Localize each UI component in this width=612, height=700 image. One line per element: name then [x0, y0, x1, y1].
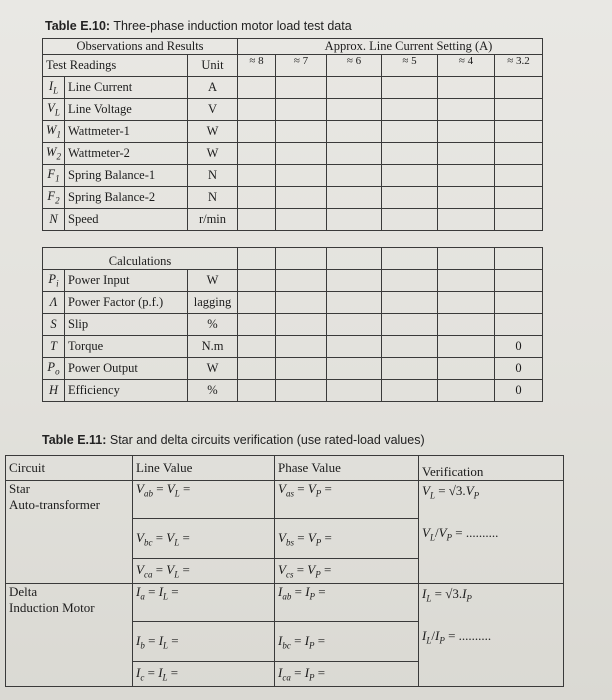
calculations-table [42, 247, 543, 402]
table-row [43, 358, 543, 380]
row-symbol: $W_1$ [43, 121, 65, 143]
entry-cell[interactable] [495, 165, 543, 187]
entry-cell[interactable] [327, 336, 382, 358]
entry-cell[interactable] [382, 270, 438, 292]
table-row [43, 187, 543, 209]
star-phase-value[interactable]: $V_{cs} = V_P$ = [275, 559, 419, 584]
entry-cell[interactable] [276, 336, 327, 358]
entry-cell[interactable] [327, 121, 382, 143]
row-symbol: N [43, 209, 65, 231]
table-row [43, 143, 543, 165]
row-unit: V [188, 99, 238, 121]
row-symbol: $F_1$ [43, 165, 65, 187]
entry-cell[interactable] [438, 121, 495, 143]
load-test-table [42, 38, 543, 231]
row-unit: % [188, 314, 238, 336]
table-row [43, 380, 543, 402]
entry-cell[interactable] [438, 77, 495, 99]
row-symbol: $P_i$ [43, 270, 65, 292]
delta-phase-value[interactable]: $I_{ca} = I_P$ = [275, 662, 419, 687]
entry-cell[interactable]: 0 [495, 380, 543, 402]
entry-cell[interactable] [382, 358, 438, 380]
entry-cell[interactable] [438, 270, 495, 292]
row-unit: W [188, 121, 238, 143]
entry-cell[interactable] [382, 209, 438, 231]
entry-cell[interactable] [382, 143, 438, 165]
row-symbol: $P_o$ [43, 358, 65, 380]
row-unit: r/min [188, 209, 238, 231]
star-verification[interactable]: $V_L = √3.V_P$ $V_L/V_P$ = .......... [419, 481, 564, 584]
entry-cell[interactable] [327, 209, 382, 231]
entry-cell[interactable] [238, 336, 276, 358]
entry-cell[interactable] [238, 270, 276, 292]
current-setting-4: ≈ 5 [382, 55, 438, 77]
row-label: Wattmeter-2 [65, 143, 188, 165]
row-unit: % [188, 380, 238, 402]
delta-phase-value[interactable]: $I_{bc} = I_P$ = [275, 622, 419, 662]
row-label: Slip [65, 314, 188, 336]
delta-line-value[interactable]: $I_c = I_L$ = [133, 662, 275, 687]
star-phase-value[interactable]: $V_{bs} = V_P$ = [275, 519, 419, 559]
table-row [43, 77, 543, 99]
row-label: Power Factor (p.f.) [65, 292, 188, 314]
entry-cell[interactable] [327, 292, 382, 314]
entry-cell[interactable] [495, 270, 543, 292]
entry-cell[interactable]: 0 [495, 358, 543, 380]
table-row [6, 584, 564, 622]
row-unit: W [188, 270, 238, 292]
entry-cell[interactable] [327, 143, 382, 165]
entry-cell[interactable] [327, 270, 382, 292]
entry-cell[interactable] [438, 314, 495, 336]
entry-cell[interactable] [276, 314, 327, 336]
entry-cell[interactable] [276, 209, 327, 231]
entry-cell[interactable] [382, 187, 438, 209]
entry-cell[interactable] [438, 336, 495, 358]
current-setting-5: ≈ 4 [438, 55, 495, 77]
table-row [43, 292, 543, 314]
row-unit: W [188, 358, 238, 380]
delta-line-value[interactable]: $I_b = I_L$ = [133, 622, 275, 662]
calculations-title: Calculations [43, 248, 238, 270]
entry-cell[interactable] [276, 143, 327, 165]
entry-cell[interactable] [382, 121, 438, 143]
entry-cell[interactable] [238, 358, 276, 380]
entry-cell[interactable] [495, 121, 543, 143]
entry-cell[interactable] [382, 165, 438, 187]
row-symbol: Λ [43, 292, 65, 314]
table-row [43, 121, 543, 143]
entry-cell[interactable] [276, 358, 327, 380]
entry-cell[interactable] [495, 187, 543, 209]
entry-cell[interactable] [276, 77, 327, 99]
table-row [43, 270, 543, 292]
entry-cell[interactable] [327, 99, 382, 121]
entry-cell[interactable] [327, 314, 382, 336]
delta-phase-value[interactable]: $I_{ab} = I_P$ = [275, 584, 419, 622]
current-setting-6: ≈ 3.2 [495, 55, 543, 77]
star-phase-value[interactable]: $V_{as} = V_P$ = [275, 481, 419, 519]
row-unit: A [188, 77, 238, 99]
row-symbol: T [43, 336, 65, 358]
row-label: Efficiency [65, 380, 188, 402]
row-symbol: $V_L$ [43, 99, 65, 121]
entry-cell[interactable] [238, 121, 276, 143]
caption-label: Table E.10: [45, 19, 111, 33]
row-label: Spring Balance-2 [65, 187, 188, 209]
row-unit: N [188, 187, 238, 209]
header-approx-current: Approx. Line Current Setting (A) [238, 39, 543, 55]
entry-cell[interactable] [276, 292, 327, 314]
entry-cell[interactable] [382, 380, 438, 402]
entry-cell[interactable] [238, 292, 276, 314]
delta-verification[interactable]: $I_L = √3.I_P$ $I_L/I_P$ = .......... [419, 584, 564, 687]
delta-line-value[interactable]: $I_a = I_L$ = [133, 584, 275, 622]
entry-cell[interactable] [495, 209, 543, 231]
table-row [43, 99, 543, 121]
header-phase-value: Phase Value [275, 456, 419, 481]
entry-cell[interactable] [327, 380, 382, 402]
row-symbol: $F_2$ [43, 187, 65, 209]
star-circuit-label: Star Auto-transformer [6, 481, 133, 584]
entry-cell[interactable] [438, 187, 495, 209]
table-row [43, 209, 543, 231]
entry-cell[interactable] [495, 292, 543, 314]
entry-cell[interactable] [238, 99, 276, 121]
col-test-readings: Test Readings [43, 55, 188, 77]
entry-cell[interactable] [276, 99, 327, 121]
row-label: Line Current [65, 77, 188, 99]
entry-cell[interactable] [276, 187, 327, 209]
header-observations: Observations and Results [43, 39, 238, 55]
entry-cell[interactable] [382, 314, 438, 336]
entry-cell[interactable] [276, 165, 327, 187]
header-circuit: Circuit [6, 456, 133, 481]
table-row [6, 481, 564, 519]
entry-cell[interactable] [382, 77, 438, 99]
star-delta-table [5, 455, 564, 687]
row-unit: lagging [188, 292, 238, 314]
table-e11-caption [42, 433, 425, 447]
entry-cell[interactable] [238, 77, 276, 99]
entry-cell[interactable] [276, 270, 327, 292]
caption-text: Three-phase induction motor load test data [113, 19, 352, 33]
row-unit: N.m [188, 336, 238, 358]
star-line-value[interactable]: $V_{ab} = V_L$ = [133, 481, 275, 519]
current-setting-1: ≈ 8 [238, 55, 276, 77]
row-label: Line Voltage [65, 99, 188, 121]
header-verification: Verification [419, 456, 564, 481]
entry-cell[interactable] [438, 143, 495, 165]
row-symbol: H [43, 380, 65, 402]
current-setting-3: ≈ 6 [327, 55, 382, 77]
star-line-value[interactable]: $V_{bc} = V_L$ = [133, 519, 275, 559]
entry-cell[interactable] [238, 380, 276, 402]
entry-cell[interactable] [382, 336, 438, 358]
table-row [43, 314, 543, 336]
row-symbol: $W_2$ [43, 143, 65, 165]
entry-cell[interactable] [438, 380, 495, 402]
entry-cell[interactable] [327, 165, 382, 187]
current-setting-2: ≈ 7 [276, 55, 327, 77]
row-label: Spring Balance-1 [65, 165, 188, 187]
caption-text: Star and delta circuits verification (use rated-load values) [109, 433, 425, 447]
col-unit: Unit [188, 55, 238, 77]
entry-cell[interactable] [495, 77, 543, 99]
row-symbol: $I_L$ [43, 77, 65, 99]
entry-cell[interactable] [238, 165, 276, 187]
row-label: Wattmeter-1 [65, 121, 188, 143]
entry-cell[interactable] [438, 292, 495, 314]
caption-label: Table E.11: [42, 433, 107, 447]
entry-cell[interactable] [327, 77, 382, 99]
star-line-value[interactable]: $V_{ca} = V_L$ = [133, 559, 275, 584]
table-row [43, 336, 543, 358]
row-symbol: S [43, 314, 65, 336]
row-label: Torque [65, 336, 188, 358]
row-unit: N [188, 165, 238, 187]
row-label: Speed [65, 209, 188, 231]
entry-cell[interactable] [438, 165, 495, 187]
entry-cell[interactable] [382, 99, 438, 121]
entry-cell[interactable] [238, 187, 276, 209]
header-line-value: Line Value [133, 456, 275, 481]
entry-cell[interactable] [327, 358, 382, 380]
entry-cell[interactable] [276, 121, 327, 143]
entry-cell[interactable] [238, 314, 276, 336]
row-unit: W [188, 143, 238, 165]
entry-cell[interactable] [438, 99, 495, 121]
row-label: Power Input [65, 270, 188, 292]
table-e10-caption [45, 19, 352, 33]
entry-cell[interactable] [238, 143, 276, 165]
entry-cell[interactable] [382, 292, 438, 314]
entry-cell[interactable] [495, 314, 543, 336]
entry-cell[interactable] [438, 358, 495, 380]
entry-cell[interactable] [276, 380, 327, 402]
entry-cell[interactable] [238, 209, 276, 231]
entry-cell[interactable]: 0 [495, 336, 543, 358]
table-row [43, 165, 543, 187]
entry-cell[interactable] [327, 187, 382, 209]
entry-cell[interactable] [495, 143, 543, 165]
entry-cell[interactable] [495, 99, 543, 121]
delta-circuit-label: Delta Induction Motor [6, 584, 133, 687]
row-label: Power Output [65, 358, 188, 380]
entry-cell[interactable] [438, 209, 495, 231]
